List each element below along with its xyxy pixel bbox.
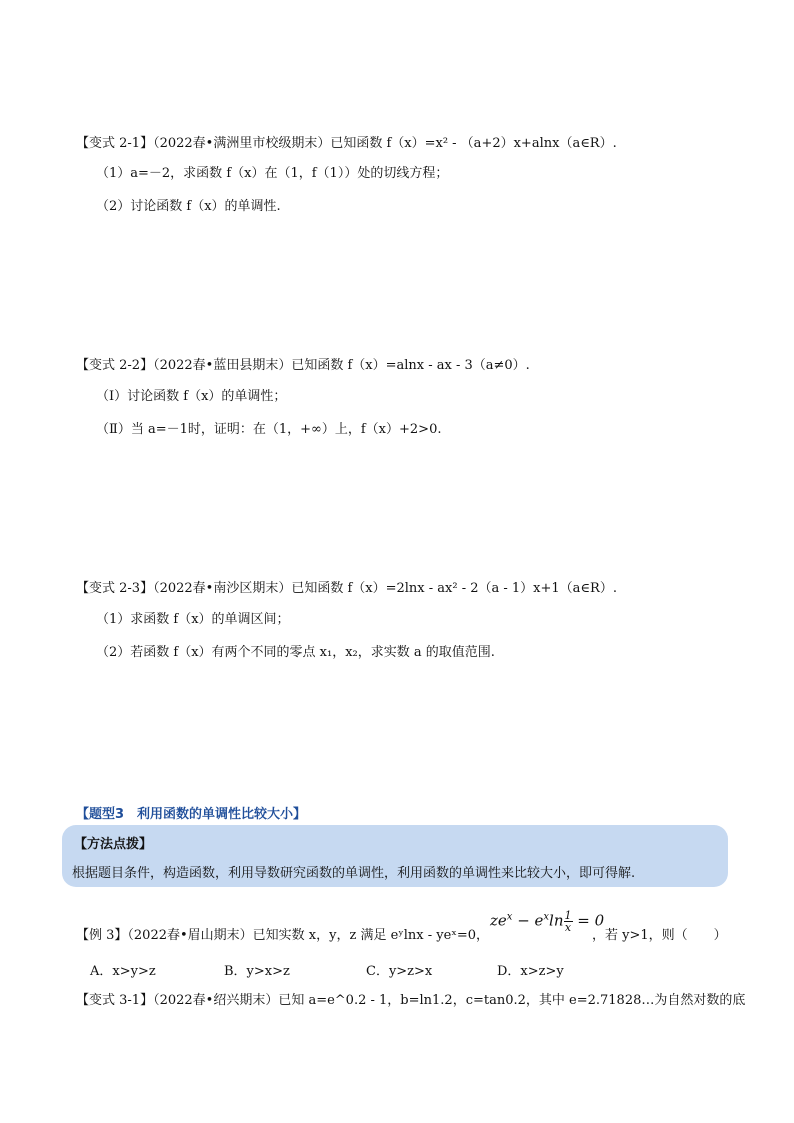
method-title: 【方法点拨】 xyxy=(74,837,153,852)
example-3-formula xyxy=(490,910,604,933)
formula-fraction xyxy=(564,910,573,933)
example-3-title: 【例 3】（2022春•眉山期末）已知实数 x，y，z 满足 eʸlnx - yeˣ=0， xyxy=(76,928,490,943)
formula-denominator: x xyxy=(564,921,572,934)
problem-2-1-q1: （1）a=－2，求函数 f（x）在（1，f（1））处的切线方程； xyxy=(96,166,449,181)
section-heading: 【题型3 利用函数的单调性比较大小】 xyxy=(76,807,307,822)
option-a[interactable]: A．x>y>z xyxy=(90,964,156,979)
problem-2-1-title: 【变式 2-1】（2022春•满洲里市校级期末）已知函数 f（x）=x² - （a+2）x+alnx（a∈R）. xyxy=(76,136,617,151)
option-d[interactable]: D．x>z>y xyxy=(497,964,564,979)
problem-2-2-title: 【变式 2-2】（2022春•蓝田县期末）已知函数 f（x）=alnx - ax - 3（a≠0）. xyxy=(76,358,530,373)
formula-eq-zero: = 0 xyxy=(572,911,605,930)
problem-2-3-q2: （2）若函数 f（x）有两个不同的零点 x₁，x₂，求实数 a 的取值范围. xyxy=(96,645,495,660)
problem-2-3-q1: （1）求函数 f（x）的单调区间； xyxy=(96,612,290,627)
method-box xyxy=(62,825,728,887)
problem-2-3-title: 【变式 2-3】（2022春•南沙区期末）已知函数 f（x）=2lnx - ax² - 2（a - 1）x+1（a∈R）. xyxy=(76,581,617,596)
formula-exp-x: x xyxy=(506,911,513,923)
problem-2-1-q2: （2）讨论函数 f（x）的单调性. xyxy=(96,199,281,214)
problem-2-2-q2: （Ⅱ）当 a=－1时，证明：在（1，+∞）上，f（x）+2>0. xyxy=(96,422,442,437)
problem-2-2-q1: （Ⅰ）讨论函数 f（x）的单调性； xyxy=(96,389,287,404)
formula-minus-e: − e xyxy=(512,911,544,930)
problem-3-1-title: 【变式 3-1】（2022春•绍兴期末）已知 a=e^0.2 - 1，b=ln1.2，c=tan0.2，其中 e=2.71828…为自然对数的底 xyxy=(76,993,746,1008)
example-3-tail: ，若 y>1，则（ ） xyxy=(592,928,727,943)
formula-exp-x-2: x xyxy=(543,911,550,923)
formula-ln: ln xyxy=(549,911,564,930)
formula-numerator: 1 xyxy=(564,909,572,922)
option-b[interactable]: B．y>x>z xyxy=(224,964,290,979)
formula-ze: ze xyxy=(490,911,507,930)
method-body: 根据题目条件，构造函数，利用导数研究函数的单调性，利用函数的单调性来比较大小，即可得解. xyxy=(72,866,636,881)
option-c[interactable]: C．y>z>x xyxy=(366,964,433,979)
